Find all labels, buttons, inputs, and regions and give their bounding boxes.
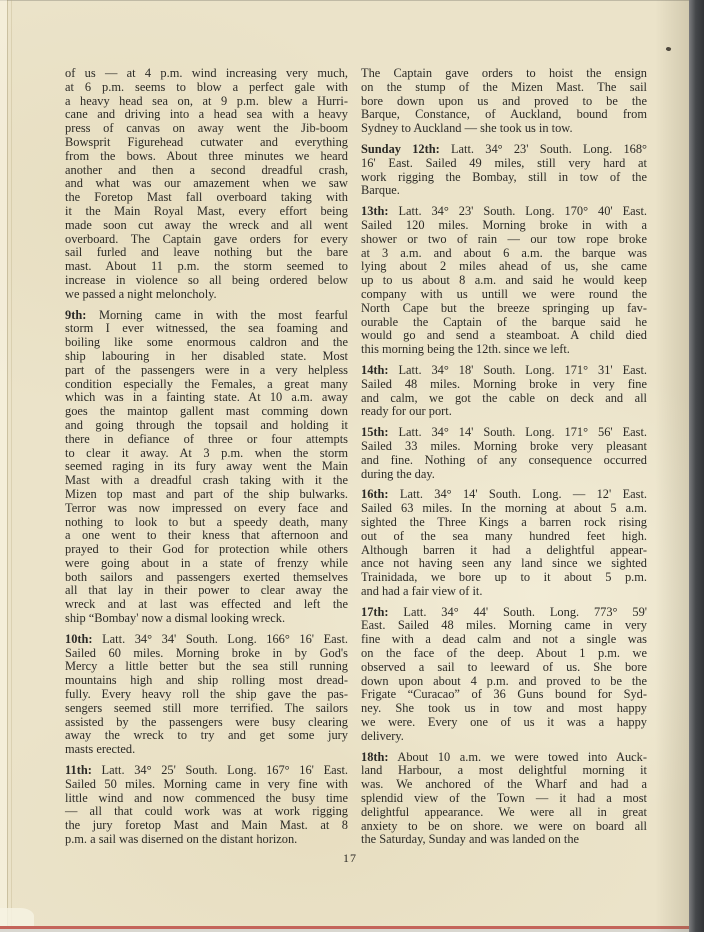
diary-entry [65, 764, 348, 847]
text-line: nothing to look to but a speedy death, many [65, 514, 348, 529]
text-line: Sailed 48 miles. Morning broke in very fine [361, 376, 647, 391]
text-line: land Harbour, a most delightful morning it [361, 763, 647, 778]
text-line: and calm, we got the cable on deck and all [361, 390, 647, 405]
text-line: mountains high and ship rolling most dread- [65, 673, 348, 688]
text-line: the Saturday, Sunday and was landed on the [361, 832, 580, 847]
text-line: it the Main Royal Mast, every effort being [65, 203, 348, 218]
page-corner-sliver [0, 908, 34, 926]
book-board-edge [689, 0, 704, 932]
text-line: observed a sail to leeward of us. She bore [361, 659, 647, 674]
text-line: anxiety to be on shore. we were on board all [361, 818, 647, 833]
text-line: from the bows. About three minutes we heard [65, 148, 348, 163]
text-line: Mercy a little better but the sea still running [65, 659, 348, 674]
text-line: shower or two of rain — our tow rope broke [361, 231, 647, 246]
entry-date-label: 17th: [361, 604, 389, 619]
text-line: Sailed 50 miles. Morning came in very fine with [65, 776, 348, 791]
text-line: was. We anchored of the Wharf and had a [361, 777, 647, 792]
text-line: we passed a night meloncholy. [65, 286, 217, 301]
text-line: Sailed 60 miles. Morning broke in by God's [65, 645, 348, 660]
text-line: North Cape but the breeze springing up fav- [361, 300, 647, 315]
page-number: 17 [343, 851, 357, 865]
text-line: prayed to their God for protection while others [65, 542, 348, 557]
diary-entry [65, 309, 348, 626]
text-line: work rigging the Bombay, still in tow of the [361, 169, 647, 184]
text-line: fully. Every heavy roll the ship gave the pas- [65, 687, 348, 702]
text-line: seemed raging in its fury away went the Main [65, 459, 348, 474]
text-line: Sydney to Auckland — she took us in tow. [361, 121, 573, 136]
text-line: delightful appearance. We were all in great [361, 804, 647, 819]
diary-entry [361, 426, 647, 481]
text-line: to clear it away. At 3 p.m. when the storm [65, 445, 348, 460]
page-left-edge [0, 0, 7, 928]
text-line: 14th: Latt. 34° 18' South. Long. 171° 31' East. [361, 362, 647, 377]
text-line: up to us about 8 a.m. and said he would keep [361, 273, 647, 288]
text-line: Trainidada, we bore up to it about 5 p.m. [361, 570, 647, 585]
page-crease-line [7, 0, 8, 928]
text-line: Mast with a dreadful crash taking with it the [65, 473, 348, 488]
text-line: masts erected. [65, 742, 136, 757]
text-line: storm I ever witnessed, the sea foaming and [65, 321, 348, 336]
text-line: boiling like some enormous caldron and the [65, 335, 348, 350]
gutter-shadow [655, 0, 689, 932]
entry-date-label: 15th: [361, 425, 389, 440]
text-line: 15th: Latt. 34° 14' South. Long. 171° 56' East. [361, 425, 647, 440]
text-line: press of canvas on away went the Jib-boom [65, 121, 348, 136]
text-line: ready for our port. [361, 404, 452, 419]
text-line: Barque, Constance, of Auckland, bound from [361, 107, 647, 122]
text-line: wreck and at last was effected and left the [65, 597, 348, 612]
text-line: of us — at 4 p.m. wind increasing very much, [65, 66, 348, 80]
text-line: and fine. Nothing of any consequence occurred [361, 452, 647, 467]
text-line: which was in a fainting state. At 10 a.m. away [65, 390, 348, 405]
text-line: sengers seemed still more terrified. The sailors [65, 700, 348, 715]
entry-date-label: 9th: [65, 307, 87, 322]
diary-entry [361, 364, 647, 419]
text-line: Frigate “Curacao” of 36 Guns bound for Syd- [361, 687, 647, 702]
text-line: mast. About 11 p.m. the storm seemed to [65, 259, 348, 274]
text-line: away the wreck to try and get some jury [65, 728, 348, 743]
text-line: down upon about 4 p.m. and proved to be the [361, 673, 647, 688]
text-line: Sunday 12th: Latt. 34° 23' South. Long. 168° [361, 141, 647, 156]
text-line: would go and send a steamboat. A child died [361, 328, 647, 343]
text-line: Mizen top mast and part of the ship bulwarks. [65, 486, 348, 501]
text-line: Sailed 63 miles. In the morning at about 5 a.m. [361, 501, 647, 516]
text-line: lying about 2 miles ahead of us, she came [361, 259, 647, 274]
page-top-edge [0, 0, 689, 1]
text-line: Sailed 33 miles. Morning broke very pleasant [361, 438, 647, 453]
text-line: were going about in a state of frenzy while [65, 555, 348, 570]
text-line: splendid view of the Town — it had a most [361, 791, 647, 806]
text-line: there in defiance of three or four attempts [65, 431, 348, 446]
text-line: sighted the Three Kings a barren rock rising [361, 514, 647, 529]
text-line: at 6 p.m. seems to blow a perfect gale with [65, 79, 348, 94]
text-line: and had a fair view of it. [361, 583, 483, 598]
text-line: and what was our amazement when we saw [65, 176, 348, 191]
diary-entry [361, 205, 647, 357]
entry-date-label: 10th: [65, 631, 93, 646]
text-line: both sailors and passengers exerted themselves [65, 569, 348, 584]
text-line: the Foretop Mast fall overboard taking with [65, 190, 348, 205]
text-line: all that lay in their power to clear away the [65, 583, 348, 598]
text-line: Although barren it had a delightful appear- [361, 542, 647, 557]
text-line: a heavy head sea on, at 9 p.m. blew a Hurri- [65, 93, 348, 108]
diary-entry [65, 633, 348, 757]
text-column-left [65, 67, 348, 854]
text-line: part of the passengers were in a very helpless [65, 362, 348, 377]
diary-entry [361, 143, 647, 198]
text-line: 10th: Latt. 34° 34' South. Long. 166° 16' East. [65, 631, 348, 646]
page-crease-line [11, 0, 12, 928]
entry-date-label: 18th: [361, 749, 389, 764]
text-line: ney. She took us in tow and most happy [361, 701, 647, 716]
text-line: on the face of the deep. About 1 p.m. we [361, 646, 647, 661]
text-line: on the stump of the Mizen Mast. The sail [361, 79, 647, 94]
text-line: p.m. a sail was diserned on the distant horizon. [65, 832, 298, 847]
diary-entry [361, 606, 647, 744]
text-line: little wind and now commenced the busy time [65, 790, 348, 805]
text-line: a one went to their kness that afternoon and [65, 528, 348, 543]
text-line: East. Sailed 48 miles. Morning came in very [361, 618, 647, 633]
text-line: 16th: Latt. 34° 14' South. Long. — 12' East. [361, 487, 647, 502]
text-line: ship “Bombay' now a dismal looking wreck. [65, 611, 286, 626]
text-line: goes the maintop gallent mast comming down [65, 404, 348, 419]
text-line: 9th: Morning came in with the most fearful [65, 307, 348, 322]
text-line: increase in violence so all being ordered below [65, 272, 348, 287]
text-line: bore down upon us and proved to be the [361, 93, 647, 108]
entry-date-label: Sunday 12th: [361, 141, 440, 156]
diary-entry [361, 488, 647, 598]
text-line: The Captain gave orders to hoist the ensign [361, 66, 647, 80]
text-line: company with us untill we were round the [361, 286, 647, 301]
text-line: Bowsprit Figurehead cutwater and everything [65, 134, 348, 149]
text-line: — all that could work was at work rigging [65, 804, 348, 819]
diary-entry [361, 751, 647, 848]
text-line: 17th: Latt. 34° 44' South. Long. 773° 59' [361, 604, 647, 619]
entry-date-label: 11th: [65, 763, 92, 778]
text-line: condition especially the Females, a great many [65, 376, 348, 391]
text-line: Terror was now impressed on every face and [65, 500, 348, 515]
text-line: and going through the topsail and holding it [65, 417, 348, 432]
text-line: at 3 a.m. and about 6 a.m. the barque was [361, 245, 647, 260]
diary-entry [361, 67, 647, 136]
text-line: 18th: About 10 a.m. we were towed into Auck- [361, 749, 647, 764]
entry-date-label: 16th: [361, 487, 389, 502]
text-line: delivery. [361, 728, 404, 743]
text-line: another and then a second dreadful crash, [65, 162, 348, 177]
text-line: assisted by the passengers were busy clearing [65, 714, 348, 729]
text-line: fine with a dead calm and not a single was [361, 632, 647, 647]
diary-entry [65, 67, 348, 302]
text-line: ship labouring in her disabled state. Most [65, 348, 348, 363]
text-line: the jury foretop Mast and Main Mast. at 8 [65, 818, 348, 833]
text-line: Sailed 120 miles. Morning broke in with a [361, 217, 647, 232]
text-line: during the day. [361, 466, 435, 481]
text-line: cane and driving into a head sea with a heavy [65, 107, 348, 122]
text-line: sail furled and leave nothing but the bare [65, 245, 348, 260]
text-column-right [361, 67, 647, 854]
text-line: Barque. [361, 183, 400, 198]
text-line: ourable the Captain of the barque said he [361, 314, 647, 329]
text-line: 11th: Latt. 34° 25' South. Long. 167° 16' East. [65, 763, 348, 778]
text-line: ance not having seen any land since we sighted [361, 556, 647, 571]
text-line: this morning being the 12th. since we left. [361, 342, 570, 357]
text-line: overboard. The Captain gave orders for every [65, 231, 348, 246]
text-line: out of the sea many hundred feet high. [361, 528, 647, 543]
text-line: made soon cut away the wreck and all went [65, 217, 348, 232]
entry-date-label: 13th: [361, 204, 389, 219]
text-line: we were. Every one of us it was a happy [361, 715, 647, 730]
entry-date-label: 14th: [361, 362, 389, 377]
text-line: 13th: Latt. 34° 23' South. Long. 170° 40' East. [361, 204, 647, 219]
text-line: 16' East. Sailed 49 miles, still very hard at [361, 155, 647, 170]
